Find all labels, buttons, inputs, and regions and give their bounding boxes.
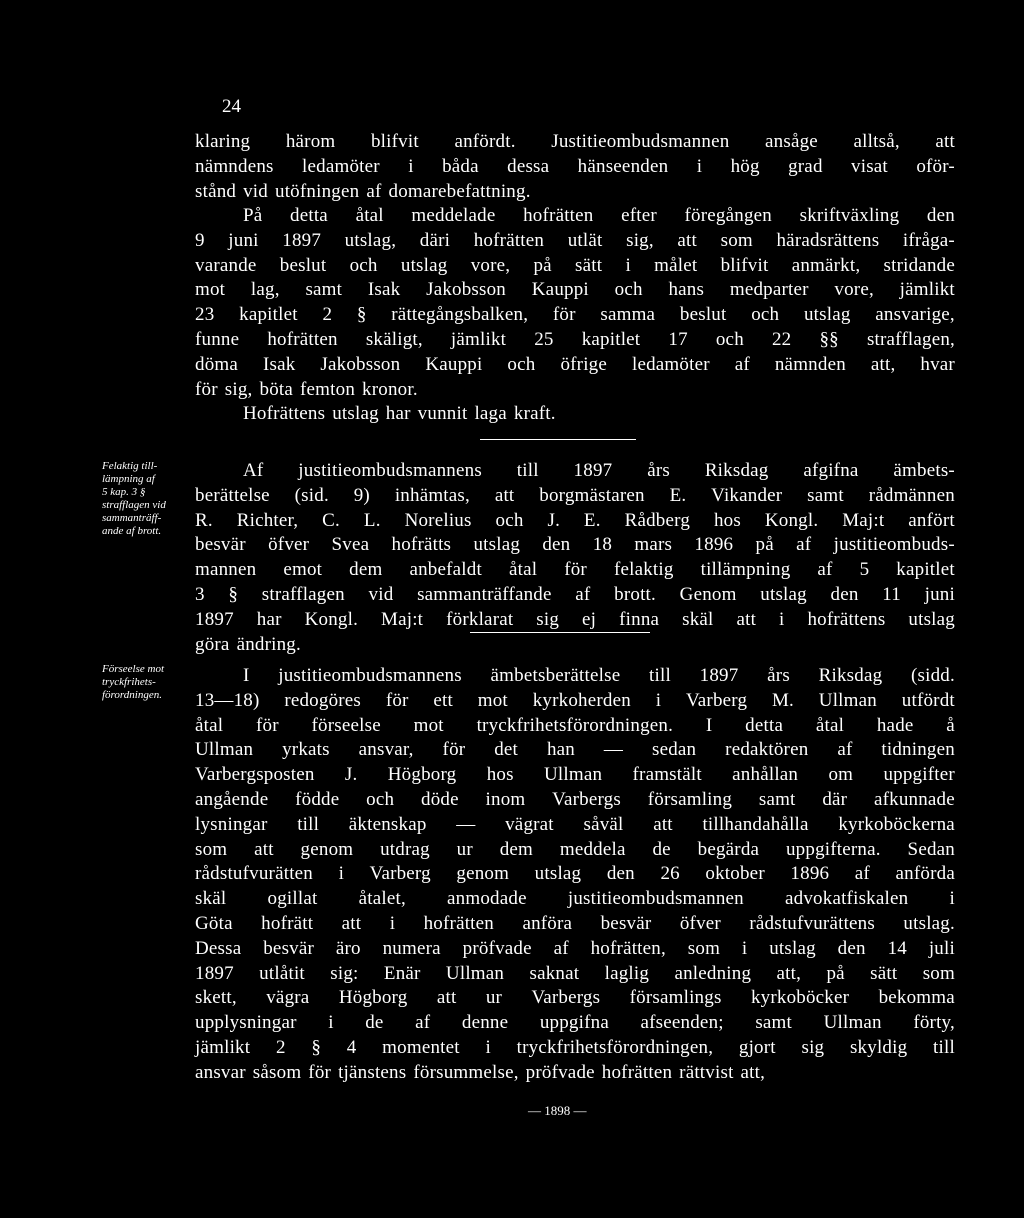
margin-note-line: strafflagen vid [102, 499, 166, 511]
text-line: berättelse (sid. 9) inhämtas, att borgmästaren E. Vikander samt rådmännen [195, 484, 955, 506]
paragraph-4 [195, 459, 955, 657]
paragraph-3 [195, 402, 955, 427]
text-line: göra ändring. [195, 633, 301, 655]
text-line: Varbergsposten J. Högborg hos Ullman framstält anhållan om uppgifter [195, 764, 955, 786]
text-line: Af justitieombudsmannens till 1897 års Riksdag afgifna ämbets- [243, 460, 955, 481]
margin-note-line: Förseelse mot [102, 663, 165, 675]
text-line: 3 § strafflagen vid sammanträffande af brott. Genom utslag den 11 juni [195, 583, 955, 605]
text-line: jämlikt 2 § 4 momentet i tryckfrihetsförordningen, gjort sig skyldig till [195, 1036, 955, 1058]
text-line: lysningar till äktenskap — vägrat såväl att tillhandahålla kyrkoböckerna [195, 813, 955, 835]
text-line: På detta åtal meddelade hofrätten efter föregången skriftväxling den [243, 205, 955, 226]
section-divider-1 [480, 439, 636, 440]
paragraph-5 [195, 664, 955, 1086]
text-line: skett, vägra Högborg att ur Varbergs församlings kyrkoböcker bekomma [195, 987, 955, 1009]
text-line: varande beslut och utslag vore, på sätt i målet blifvit anmärkt, stridande [195, 254, 955, 276]
text-line: rådstufvurätten i Varberg genom utslag den 26 oktober 1896 af anförda [195, 863, 955, 885]
text-line: Hofrättens utslag har vunnit laga kraft. [243, 403, 556, 424]
margin-note-line: sammanträff- [102, 512, 162, 524]
text-line: för sig, böta femton kronor. [195, 378, 418, 400]
text-line: 1897 utlåtit sig: Enär Ullman saknat laglig anledning att, på sätt som [195, 962, 955, 984]
text-line: åtal för förseelse mot tryckfrihetsförordningen. I detta åtal hade å [195, 714, 955, 736]
paragraph-1 [195, 130, 955, 204]
text-line: skäl ogillat åtalet, anmodade justitieombudsmannen advokatfiskalen i [195, 888, 955, 910]
text-line: nämndens ledamöter i båda dessa hänseenden i hög grad visat oför- [195, 155, 955, 177]
margin-note-line: förordningen. [102, 689, 162, 701]
text-line: Ullman yrkats ansvar, för det han — sedan redaktören af tidningen [195, 739, 955, 761]
text-line: I justitieombudsmannens ämbetsberättelse till 1897 års Riksdag (sidd. [243, 665, 955, 686]
paragraph-2 [195, 204, 955, 402]
text-line: angående födde och döde inom Varbergs församling samt där afkunnade [195, 788, 955, 810]
page-number: 24 [222, 96, 241, 117]
text-line: mot lag, samt Isak Jakobsson Kauppi och hans medparter vore, jämlikt [195, 279, 955, 301]
text-line: ansvar såsom för tjänstens försummelse, pröfvade hofrätten rättvist att, [195, 1061, 766, 1083]
margin-note-line: lämpning af [102, 473, 155, 485]
text-line: upplysningar i de af denne uppgifna afseenden; samt Ullman förty, [195, 1012, 955, 1034]
text-line: 13—18) redogöres för ett mot kyrkoherden i Varberg M. Ullman utfördt [195, 689, 955, 711]
text-line: 23 kapitlet 2 § rättegångsbalken, för samma beslut och utslag ansvarige, [195, 304, 955, 326]
text-line: som att genom utdrag ur dem meddela de begärda uppgifterna. Sedan [195, 838, 955, 860]
footer-year: — 1898 — [528, 1103, 587, 1118]
text-line: Dessa besvär äro numera pröfvade af hofrätten, som i utslag den 14 juli [195, 937, 955, 959]
margin-note-felaktig [102, 460, 196, 538]
margin-note-line: Felaktig till- [102, 460, 158, 472]
text-line: 1897 har Kongl. Maj:t förklarat sig ej finna skäl att i hofrättens utslag [195, 608, 955, 630]
text-line: döma Isak Jakobsson Kauppi och öfrige ledamöter af nämnden att, hvar [195, 353, 955, 375]
text-line: mannen emot dem anbefaldt åtal för felaktig tillämpning af 5 kapitlet [195, 559, 955, 581]
section-divider-2 [470, 632, 650, 633]
text-line: Göta hofrätt att i hofrätten anföra besvär öfver rådstufvurättens utslag. [195, 912, 955, 934]
text-line: stånd vid utöfningen af domarebefattning. [195, 180, 531, 202]
text-line: R. Richter, C. L. Norelius och J. E. Rådberg hos Kongl. Maj:t anfört [195, 509, 955, 531]
margin-note-line: 5 kap. 3 § [102, 486, 146, 498]
text-line: klaring härom blifvit anfördt. Justitieombudsmannen ansåge alltså, att [195, 131, 955, 152]
text-line: funne hofrätten skäligt, jämlikt 25 kapitlet 17 och 22 §§ strafflagen, [195, 328, 955, 350]
text-line: 9 juni 1897 utslag, däri hofrätten utlät sig, att som häradsrättens ifråga- [195, 229, 955, 251]
margin-note-line: ande af brott. [102, 525, 162, 537]
margin-note-line: tryckfrihets- [102, 676, 156, 688]
text-line: besvär öfver Svea hofrätts utslag den 18 mars 1896 på af justitieombuds- [195, 534, 955, 556]
margin-note-forseelse [102, 663, 196, 702]
